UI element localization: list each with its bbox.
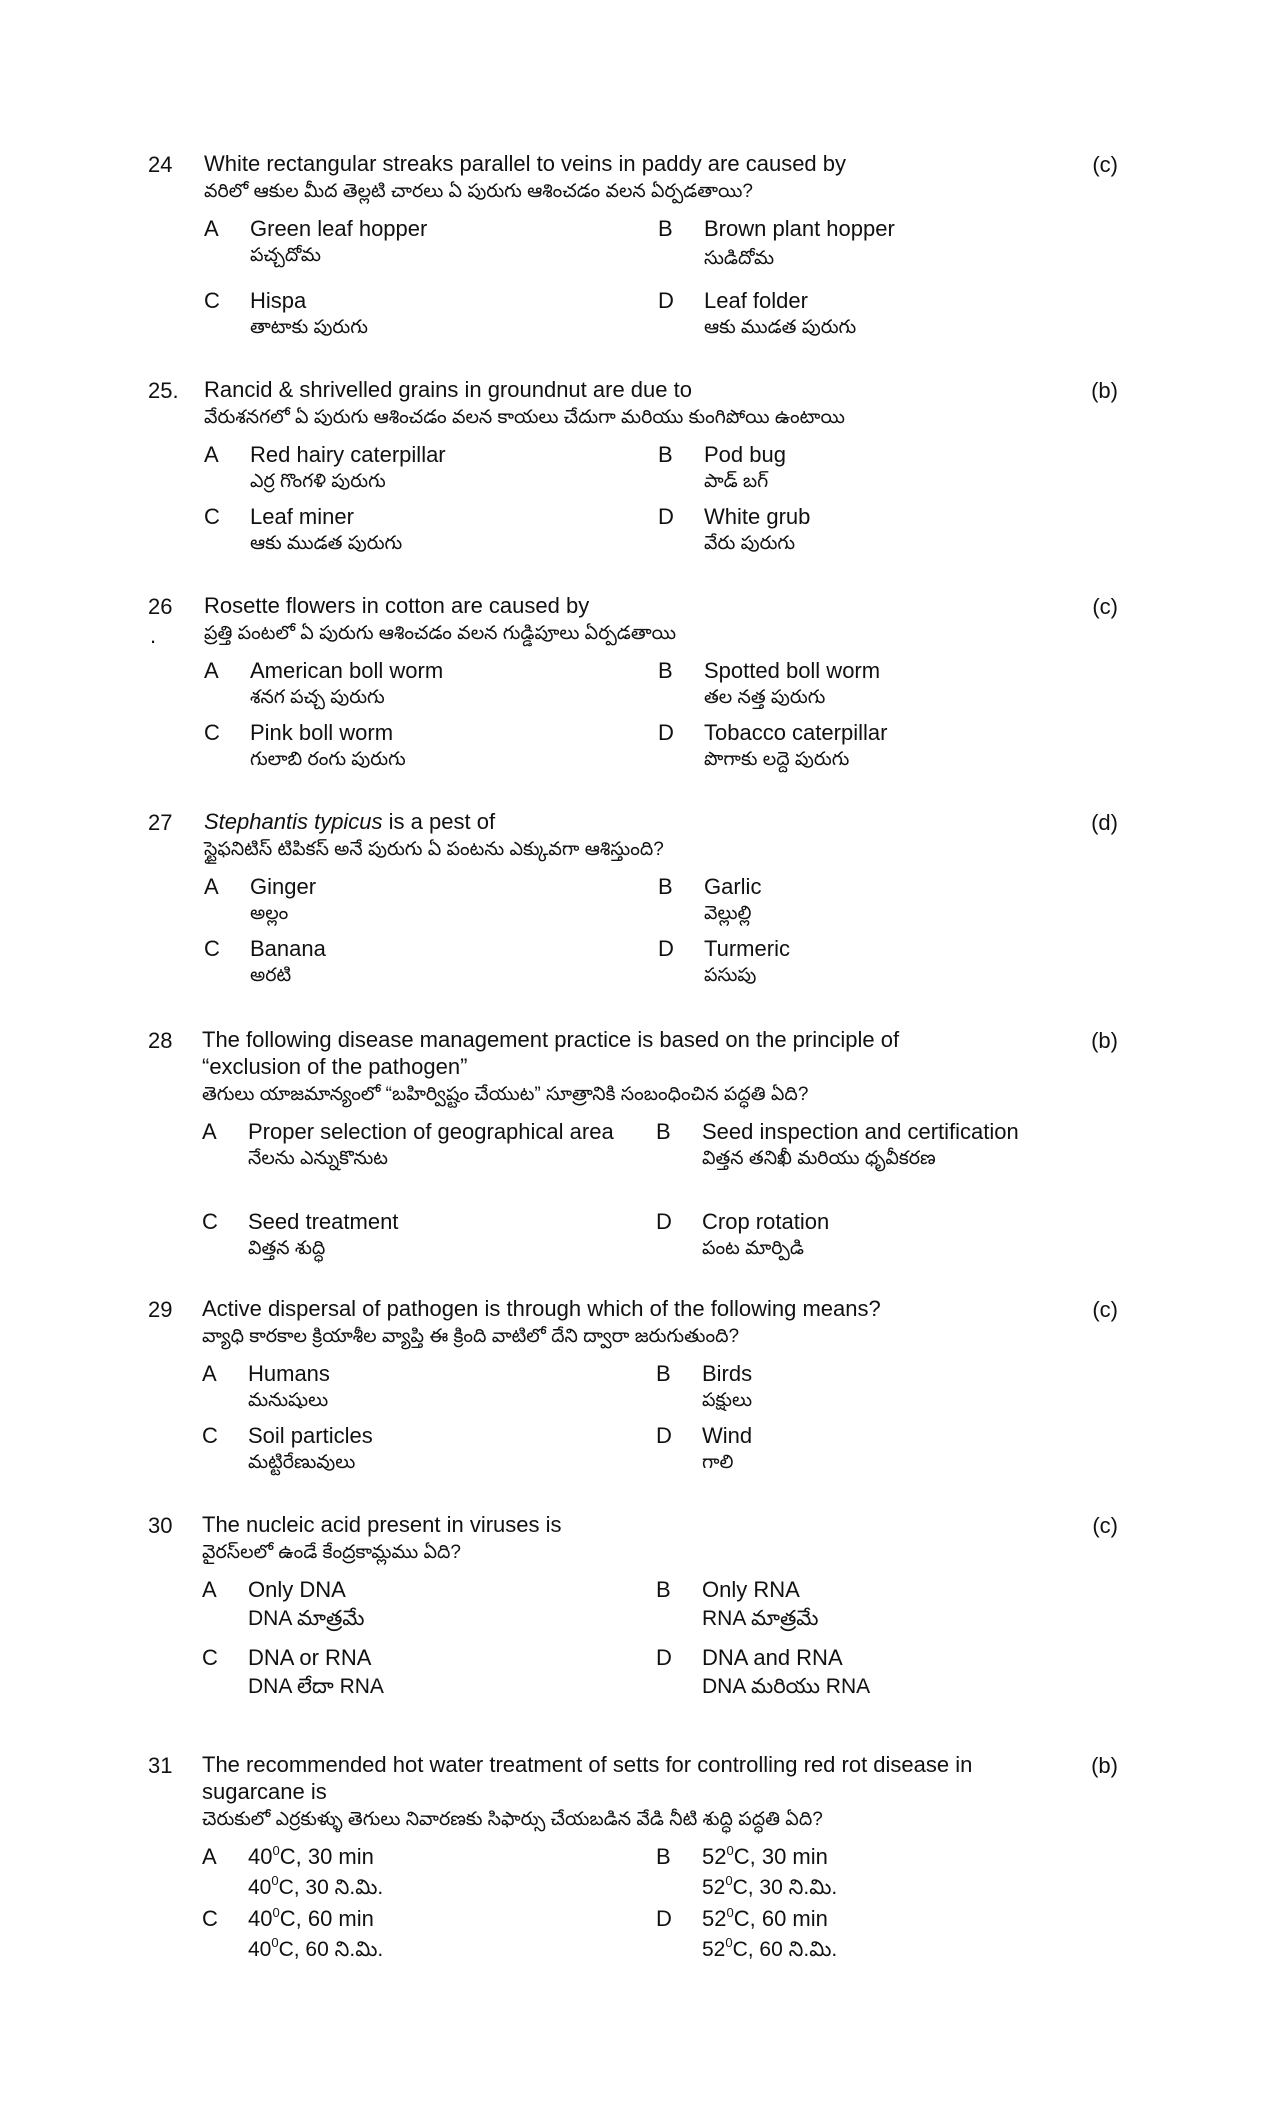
option-text: Tobacco caterpillar [704, 720, 888, 745]
answer-key: (c) [1092, 1513, 1118, 1538]
question-text: The following disease management practice is based on the principle of “exclusion of the pathogen” [202, 1027, 900, 1079]
option-text-telugu: అరటి [250, 965, 292, 986]
option-letter: B [658, 442, 673, 467]
answer-key: (c) [1092, 594, 1118, 619]
option-letter: B [656, 1361, 671, 1386]
question-text-telugu: వరిలో ఆకుల మీద తెల్లటి చారలు ఏ పురుగు ఆశించడం వలన ఏర్పడతాయి? [204, 181, 753, 202]
option-text: Ginger [250, 874, 317, 899]
option-letter: A [204, 216, 219, 241]
question-number: 26 [148, 594, 173, 619]
question-text-telugu: ప్రత్తి పంటలో ఏ పురుగు ఆశించడం వలన గుడ్డిపూలు ఏర్పడతాయి [204, 623, 677, 644]
option-letter: B [656, 1577, 671, 1602]
option-letter: B [658, 874, 673, 899]
option-text-telugu: వెల్లుల్లి [704, 903, 752, 924]
option-text: Only RNA [702, 1577, 800, 1602]
option-text: Red hairy caterpillar [250, 442, 446, 467]
option-letter: C [202, 1645, 218, 1670]
question-text-telugu: వైరస్‌లలో ఉండే కేంద్రకామ్లము ఏది? [202, 1542, 461, 1563]
option-text: Brown plant hopper [704, 216, 895, 241]
option-text: Green leaf hopper [250, 216, 428, 241]
option-letter: A [202, 1577, 217, 1602]
option-letter: D [656, 1209, 672, 1234]
option-text-telugu: ఆకు ముడత పురుగు [250, 533, 403, 554]
degree-superscript: 0 [725, 1873, 733, 1888]
answer-key: (b) [1091, 1028, 1118, 1053]
option-text-telugu: RNA మాత్రమే [702, 1607, 819, 1630]
option-text: Leaf miner [250, 504, 354, 529]
option-letter: D [656, 1423, 672, 1448]
question-text-telugu: స్టైఫనిటిస్ టిపికస్ అనే పురుగు ఏ పంటను ఎక్కువగా ఆశిస్తుంది? [204, 839, 664, 860]
option-text-telugu: గులాబి రంగు పురుగు [250, 749, 406, 770]
question-number: 29 [148, 1297, 173, 1322]
option-text: DNA or RNA [248, 1645, 372, 1670]
option-text: Seed treatment [248, 1209, 399, 1234]
option-text-telugu: పక్షులు [702, 1390, 753, 1411]
option-text-telugu: గాలి [702, 1452, 734, 1473]
option-letter: A [204, 658, 219, 683]
option-text: Leaf folder [704, 288, 808, 313]
question-number: 31 [148, 1753, 173, 1778]
option-letter: A [204, 874, 219, 899]
option-text: Spotted boll worm [704, 658, 881, 683]
option-text: Proper selection of geographical area [248, 1119, 614, 1144]
question-text: Active dispersal of pathogen is through which of the following means? [202, 1296, 881, 1321]
answer-key: (b) [1091, 1753, 1118, 1778]
degree-superscript: 0 [272, 1905, 280, 1920]
option-text: Garlic [704, 874, 762, 899]
question-text: The recommended hot water treatment of setts for controlling red rot disease in sugarcane is [202, 1752, 973, 1804]
option-text: $40^0C$, 30 min [248, 1843, 374, 1869]
option-text: Wind [702, 1423, 753, 1448]
question-text-telugu: వ్యాధి కారకాల క్రియాశీల వ్యాప్తి ఈ క్రింది వాటిలో దేని ద్వారా జరుగుతుంది? [202, 1326, 740, 1347]
question-text: Rosette flowers in cotton are caused by [204, 593, 590, 618]
option-text-telugu: విత్తన శుద్ధి [248, 1238, 326, 1259]
question-text: The nucleic acid present in viruses is [202, 1512, 562, 1537]
option-text-telugu: $40^0C$, 30 ని.మి. [248, 1873, 384, 1899]
option-text-telugu: పాడ్ బగ్ [704, 471, 769, 492]
option-text: Birds [702, 1361, 753, 1386]
option-text-telugu: శనగ పచ్చ పురుగు [250, 687, 385, 708]
option-text: Seed inspection and certification [702, 1119, 1019, 1144]
question-text-telugu: తెగులు యాజమాన్యంలో “బహిర్విష్టం చేయుట” సూత్రానికి సంబంధించిన పద్ధతి ఏది? [202, 1084, 809, 1105]
option-letter: C [202, 1423, 218, 1448]
option-text-telugu: పచ్చదోమ [250, 245, 321, 266]
option-letter: C [202, 1906, 218, 1931]
option-text-telugu: వేరు పురుగు [704, 533, 796, 554]
degree-superscript: 0 [726, 1905, 734, 1920]
option-text: White grub [704, 504, 811, 529]
option-text-telugu: తల నత్త పురుగు [704, 687, 826, 708]
option-text: Hispa [250, 288, 307, 313]
degree-superscript: 0 [271, 1935, 279, 1950]
question-number: 25. [148, 378, 179, 403]
degree-superscript: 0 [725, 1935, 733, 1950]
option-letter: D [658, 720, 674, 745]
option-text-telugu: ఎర్ర గొంగళి పురుగు [250, 471, 386, 492]
question-number: 28 [148, 1028, 173, 1053]
option-letter: B [658, 216, 673, 241]
question-number: 30 [148, 1513, 173, 1538]
option-text-telugu: అల్లం [250, 903, 289, 924]
option-text-telugu: DNA లేదా RNA [248, 1675, 384, 1698]
answer-key: (c) [1092, 152, 1118, 177]
option-text-telugu: DNA మాత్రమే [248, 1607, 365, 1630]
degree-superscript: 0 [726, 1843, 734, 1858]
option-letter: A [202, 1361, 217, 1386]
option-letter: D [658, 288, 674, 313]
question-text: White rectangular streaks parallel to veins in paddy are caused by [204, 151, 847, 176]
option-letter: B [656, 1119, 671, 1144]
option-text: Turmeric [704, 936, 790, 961]
option-text: Crop rotation [702, 1209, 830, 1234]
option-letter: C [204, 504, 220, 529]
degree-superscript: 0 [272, 1843, 280, 1858]
answer-key: (d) [1091, 810, 1118, 835]
option-text: American boll worm [250, 658, 444, 683]
question-text-telugu: వేరుశనగలో ఏ పురుగు ఆశించడం వలన కాయలు చేదుగా మరియు కుంగిపోయి ఉంటాయి [204, 407, 845, 428]
question-text: Rancid & shrivelled grains in groundnut are due to [204, 377, 692, 402]
option-text-telugu: మనుషులు [248, 1390, 329, 1411]
option-text-telugu: పసుపు [704, 965, 757, 986]
option-text-telugu: DNA మరియు RNA [702, 1675, 871, 1698]
option-text: Soil particles [248, 1423, 373, 1448]
option-letter: D [656, 1645, 672, 1670]
option-letter: C [204, 936, 220, 961]
question-number-dot: . [150, 623, 157, 648]
option-text-telugu: మట్టిరేణువులు [248, 1452, 356, 1473]
degree-superscript: 0 [271, 1873, 279, 1888]
option-text: $40^0C$, 60 min [248, 1905, 374, 1931]
option-letter: B [656, 1844, 671, 1869]
option-text-telugu: $40^0C$, 60 ని.మి. [248, 1935, 384, 1961]
option-text: Pod bug [704, 442, 786, 467]
option-text-telugu: పొగాకు లద్దె పురుగు [704, 749, 850, 770]
option-letter: D [656, 1906, 672, 1931]
option-letter: A [202, 1119, 217, 1144]
option-text-telugu: నేలను ఎన్నుకొనుట [248, 1148, 388, 1169]
option-text-telugu: తాటాకు పురుగు [250, 317, 368, 338]
option-text: Banana [250, 936, 326, 961]
option-text-telugu: పంట మార్పిడి [702, 1238, 804, 1259]
question-number: 27 [148, 810, 173, 835]
option-letter: C [202, 1209, 218, 1234]
option-text: DNA and RNA [702, 1645, 843, 1670]
answer-key: (c) [1092, 1297, 1118, 1322]
answer-key: (b) [1091, 378, 1118, 403]
option-text-telugu: ఆకు ముడత పురుగు [704, 317, 857, 338]
option-letter: A [202, 1844, 217, 1869]
option-text-telugu: సుడిదోమ [704, 248, 775, 269]
option-text: Only DNA [248, 1577, 346, 1602]
question-number: 24 [148, 152, 173, 177]
option-letter: C [204, 720, 220, 745]
question-text-telugu: చెరుకులో ఎర్రకుళ్ళు తెగులు నివారణకు సిఫార్సు చేయబడిన వేడి నీటి శుద్ధి పద్ధతి ఏది? [202, 1809, 823, 1830]
option-text-telugu: $52^0C$, 60 ని.మి. [702, 1935, 838, 1961]
species-name: Stephantis typicus [204, 809, 383, 834]
option-letter: A [204, 442, 219, 467]
option-letter: D [658, 504, 674, 529]
option-letter: C [204, 288, 220, 313]
option-text: Humans [248, 1361, 330, 1386]
option-text-telugu: విత్తన తనిఖీ మరియు ధృవీకరణ [702, 1148, 936, 1169]
option-text: Pink boll worm [250, 720, 394, 745]
option-letter: B [658, 658, 673, 683]
option-text-telugu: $52^0C$, 30 ని.మి. [702, 1873, 838, 1899]
option-text: $52^0C$, 30 min [702, 1843, 828, 1869]
option-text: $52^0C$, 60 min [702, 1905, 828, 1931]
option-letter: D [658, 936, 674, 961]
question-text: Stephantis typicus is a pest of [204, 809, 496, 834]
